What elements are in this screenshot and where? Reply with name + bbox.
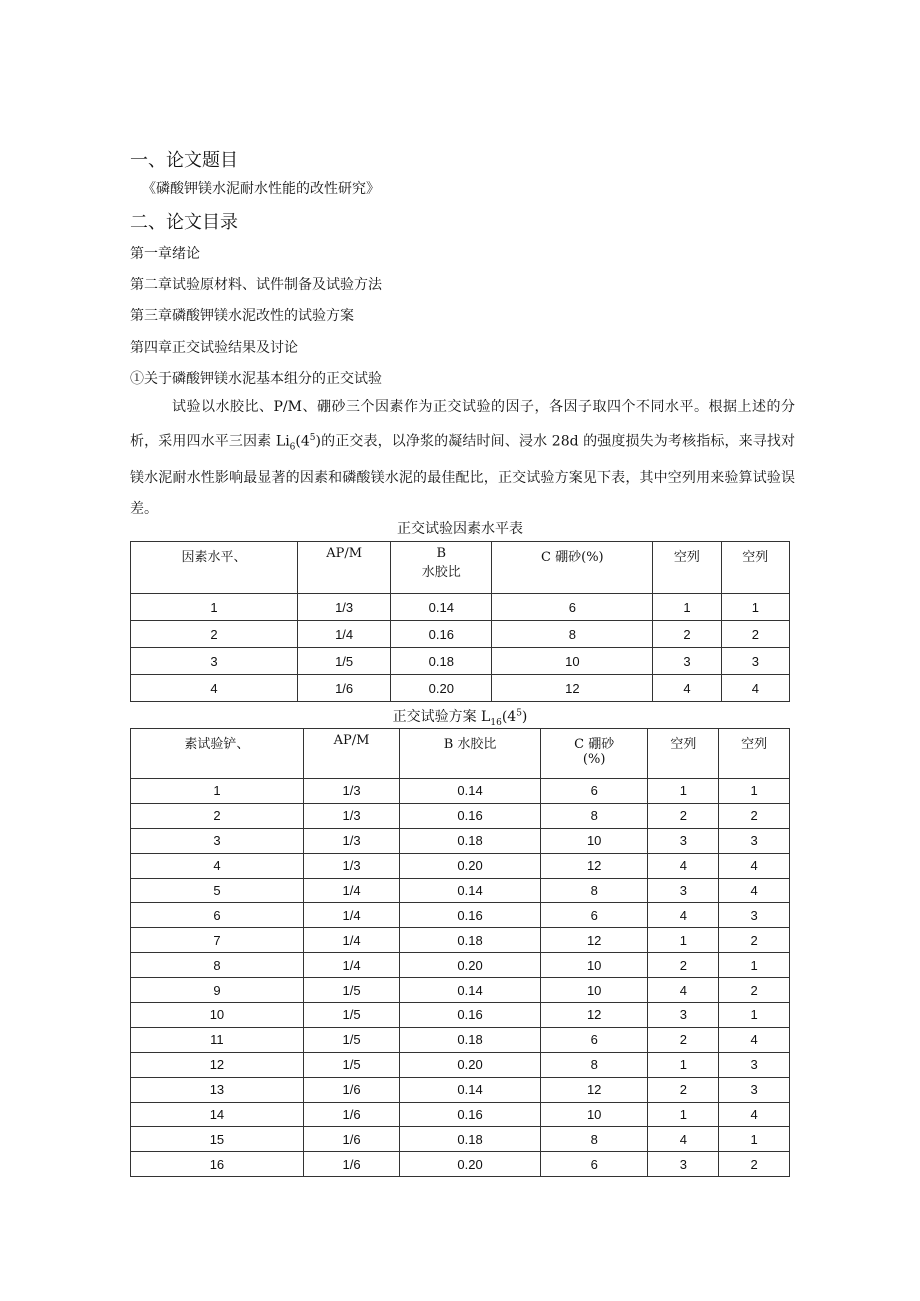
table-cell: 2 [648, 1027, 719, 1052]
column-header: 空列 [648, 729, 719, 779]
table-cell: 1 [648, 1102, 719, 1127]
table2-caption: 正交试验方案 $L_{16}(4^5)$ [392, 708, 528, 728]
table-cell: 2 [721, 621, 789, 648]
table-row [131, 621, 790, 648]
table-cell: 8 [540, 803, 648, 828]
table-cell: 3 [719, 1077, 790, 1102]
table-cell: 0.16 [400, 1003, 541, 1028]
table-cell: 2 [648, 953, 719, 978]
table-row [131, 675, 790, 702]
table-cell: 1/6 [298, 675, 391, 702]
table-cell: 2 [648, 803, 719, 828]
table-cell: 15 [131, 1127, 304, 1152]
table-cell: 1/6 [303, 1077, 399, 1102]
table-cell: 0.14 [400, 878, 541, 903]
table-cell: 4 [653, 675, 721, 702]
table-cell: 0.20 [400, 953, 541, 978]
table-cell: 0.18 [400, 928, 541, 953]
table-row [131, 878, 790, 903]
column-header: 空列 [653, 542, 721, 594]
table-row [131, 1077, 790, 1102]
toc-item: 第四章正交试验结果及讨论 [130, 340, 298, 356]
table-cell: 4 [719, 853, 790, 878]
table-cell: 2 [648, 1077, 719, 1102]
table-cell: 4 [131, 675, 298, 702]
table-cell: 6 [540, 903, 648, 928]
table-row [131, 903, 790, 928]
table-cell: 0.16 [400, 803, 541, 828]
table-cell: 1/6 [303, 1127, 399, 1152]
table-cell: 0.14 [391, 594, 492, 621]
table-row [131, 1003, 790, 1028]
table-row [131, 928, 790, 953]
table-cell: 2 [719, 1152, 790, 1177]
column-header: B 水胶比 [400, 729, 541, 779]
table-cell: 3 [648, 1152, 719, 1177]
table-cell: 1 [648, 779, 719, 804]
table-cell: 0.20 [400, 853, 541, 878]
table-cell: 4 [719, 1027, 790, 1052]
table-cell: 12 [540, 853, 648, 878]
table-cell: 0.14 [400, 1077, 541, 1102]
table-cell: 2 [719, 803, 790, 828]
toc-item: 第一章绪论 [130, 246, 200, 262]
table-cell: 10 [540, 1102, 648, 1127]
table-cell: 8 [131, 953, 304, 978]
table-cell: 1 [648, 1052, 719, 1077]
table-cell: 3 [719, 903, 790, 928]
table-row [131, 648, 790, 675]
column-header: B 水胶比 [391, 542, 492, 594]
table-cell: 3 [719, 828, 790, 853]
section-heading-1: 一、论文题目 [130, 150, 238, 171]
table-cell: 3 [648, 1003, 719, 1028]
table-cell: 2 [719, 978, 790, 1003]
column-header: C 硼砂(%) [492, 542, 653, 594]
table1-caption: 正交试验因素水平表 [397, 521, 523, 537]
table-cell: 0.20 [400, 1052, 541, 1077]
table-cell: 6 [492, 594, 653, 621]
table-cell: 8 [492, 621, 653, 648]
table-cell: 0.16 [391, 621, 492, 648]
table-cell: 0.18 [391, 648, 492, 675]
table-row [131, 953, 790, 978]
table-row [131, 803, 790, 828]
table-cell: 3 [719, 1052, 790, 1077]
table-cell: 0.14 [400, 978, 541, 1003]
orthogonal-plan-table [130, 728, 790, 1177]
table-cell: 1 [131, 779, 304, 804]
table-cell: 1/3 [303, 853, 399, 878]
column-header: 空列 [721, 542, 789, 594]
table-cell: 10 [131, 1003, 304, 1028]
table-cell: 1/5 [298, 648, 391, 675]
table-cell: 6 [540, 1027, 648, 1052]
factor-level-table [130, 541, 790, 702]
table-cell: 1/3 [303, 828, 399, 853]
table-cell: 0.16 [400, 1102, 541, 1127]
table-cell: 0.20 [391, 675, 492, 702]
table-row [131, 978, 790, 1003]
table-cell: 1/3 [303, 779, 399, 804]
table-cell: 0.18 [400, 1027, 541, 1052]
table-cell: 2 [131, 621, 298, 648]
table-cell: 4 [648, 978, 719, 1003]
table-cell: 1 [721, 594, 789, 621]
table-cell: 10 [540, 978, 648, 1003]
table-header-row [131, 542, 790, 594]
table-row [131, 853, 790, 878]
table-row [131, 594, 790, 621]
table-cell: 4 [719, 878, 790, 903]
table-cell: 14 [131, 1102, 304, 1127]
column-header: AP/M [303, 729, 399, 779]
table-cell: 16 [131, 1152, 304, 1177]
table-cell: 1/3 [303, 803, 399, 828]
column-header: 素试验铲、 [131, 729, 304, 779]
table-cell: 6 [540, 779, 648, 804]
table-cell: 0.18 [400, 828, 541, 853]
table-cell: 12 [131, 1052, 304, 1077]
table-cell: 4 [648, 903, 719, 928]
table-cell: 1/3 [298, 594, 391, 621]
table-cell: 1 [648, 928, 719, 953]
table-cell: 1/4 [303, 953, 399, 978]
table-cell: 3 [653, 648, 721, 675]
table-cell: 12 [540, 1003, 648, 1028]
table-cell: 11 [131, 1027, 304, 1052]
table-cell: 1/4 [298, 621, 391, 648]
table-row [131, 1027, 790, 1052]
table-cell: 3 [131, 648, 298, 675]
toc-item: 第三章磷酸钾镁水泥改性的试验方案 [130, 308, 354, 324]
table-cell: 1 [653, 594, 721, 621]
table-cell: 2 [719, 928, 790, 953]
column-header: 空列 [719, 729, 790, 779]
toc-item: ①关于磷酸钾镁水泥基本组分的正交试验 [130, 371, 382, 387]
table-cell: 3 [721, 648, 789, 675]
table-cell: 1/6 [303, 1102, 399, 1127]
table-row [131, 1102, 790, 1127]
table-cell: 8 [540, 878, 648, 903]
table-row [131, 779, 790, 804]
section-heading-2: 二、论文目录 [130, 212, 238, 233]
table-cell: 6 [540, 1152, 648, 1177]
thesis-title: 《磷酸钾镁水泥耐水性能的改性研究》 [142, 181, 380, 197]
table-cell: 1/5 [303, 1052, 399, 1077]
table-cell: 3 [648, 878, 719, 903]
table-cell: 0.20 [400, 1152, 541, 1177]
table-cell: 1 [131, 594, 298, 621]
table-cell: 1/4 [303, 903, 399, 928]
table-cell: 9 [131, 978, 304, 1003]
table-cell: 2 [131, 803, 304, 828]
table-cell: 1 [719, 1003, 790, 1028]
column-header: 因素水平、 [131, 542, 298, 594]
table-cell: 12 [540, 1077, 648, 1102]
table-cell: 3 [648, 828, 719, 853]
table-cell: 1 [719, 953, 790, 978]
table-cell: 8 [540, 1052, 648, 1077]
table-cell: 4 [721, 675, 789, 702]
table-cell: 1 [719, 1127, 790, 1152]
table-cell: 5 [131, 878, 304, 903]
table-cell: 1/5 [303, 1027, 399, 1052]
table-header-row [131, 729, 790, 779]
table-cell: 12 [492, 675, 653, 702]
table-cell: 7 [131, 928, 304, 953]
table-cell: 10 [492, 648, 653, 675]
table-row [131, 1052, 790, 1077]
table-cell: 4 [648, 1127, 719, 1152]
table-cell: 10 [540, 828, 648, 853]
table-cell: 8 [540, 1127, 648, 1152]
table-cell: 1 [719, 779, 790, 804]
table-cell: 1/4 [303, 928, 399, 953]
table-cell: 1/5 [303, 1003, 399, 1028]
table-cell: 10 [540, 953, 648, 978]
table-cell: 4 [648, 853, 719, 878]
column-header: AP/M [298, 542, 391, 594]
table-cell: 1/4 [303, 878, 399, 903]
table-cell: 0.18 [400, 1127, 541, 1152]
table-row [131, 1152, 790, 1177]
table-row [131, 1127, 790, 1152]
table-cell: 4 [719, 1102, 790, 1127]
table-cell: 12 [540, 928, 648, 953]
table-cell: 3 [131, 828, 304, 853]
table-row [131, 828, 790, 853]
table-cell: 0.16 [400, 903, 541, 928]
body-paragraph: 试验以水胶比、P/M、硼砂三个因素作为正交试验的因子，各因子取四个不同水平。根据上述的分析，采用四水平三因素 $Li_6(4^5)$的正交表，以净浆的凝结时间、浸水 28d 的强度损失为考核指标，来寻找对镁水泥耐水性影响最显著的因素和磷酸镁水泥的最佳配比，正交试验方案见下表，其中空列用来验算试验误差。 [130, 399, 795, 518]
table-cell: 6 [131, 903, 304, 928]
table-cell: 1/5 [303, 978, 399, 1003]
table-cell: 1/6 [303, 1152, 399, 1177]
column-header: C 硼砂 (%) [540, 729, 648, 779]
toc-item: 第二章试验原材料、试件制备及试验方法 [130, 277, 382, 293]
table-cell: 4 [131, 853, 304, 878]
table-cell: 0.14 [400, 779, 541, 804]
table-cell: 13 [131, 1077, 304, 1102]
table-cell: 2 [653, 621, 721, 648]
